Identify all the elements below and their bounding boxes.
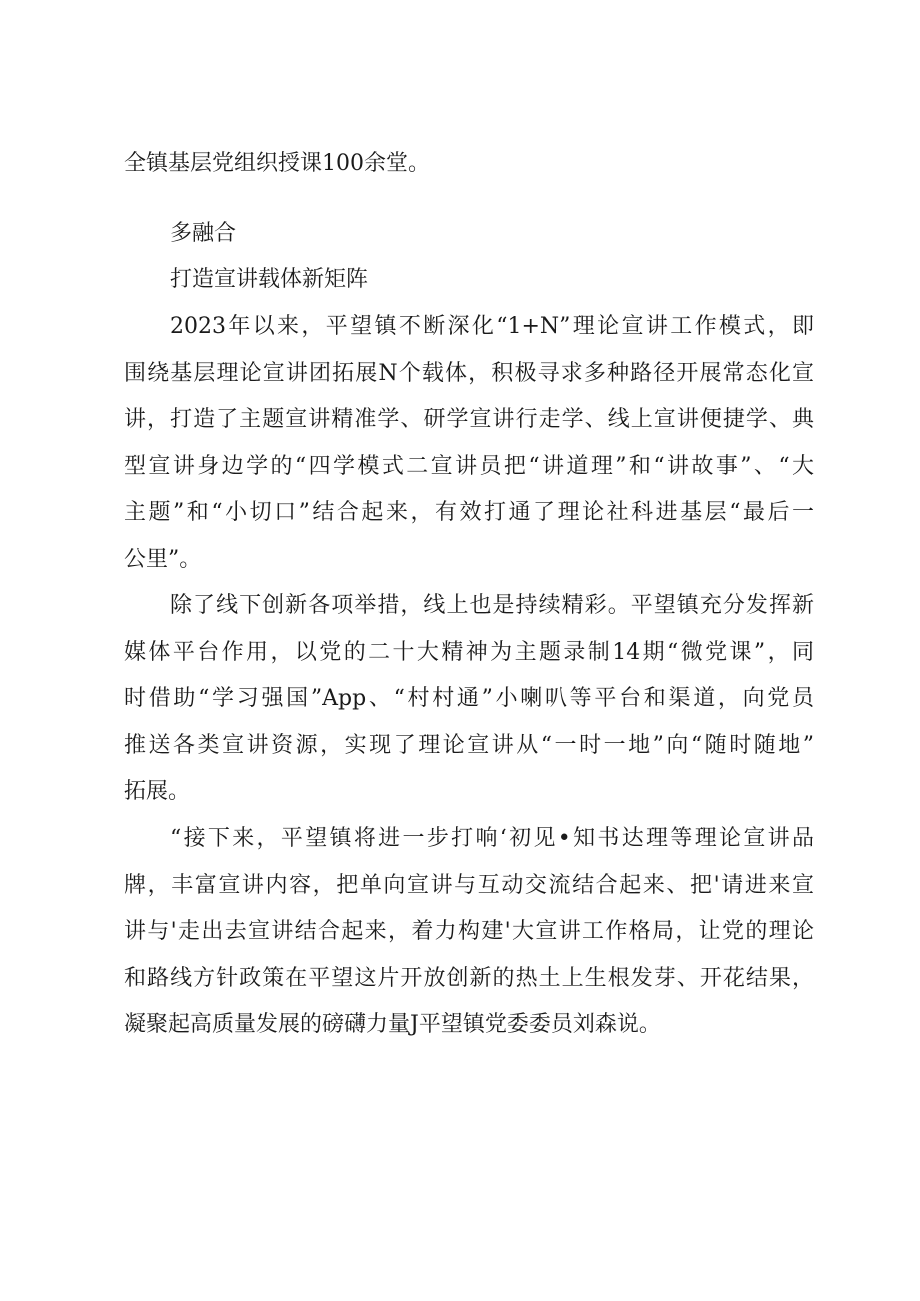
section-subheading [124,257,814,304]
text-line: 2023年以来，平望镇不断深化“1+N”理论宣讲工作模式，即 [170,314,814,339]
text-line: 全镇基层党组织授课100余堂。 [124,151,430,176]
paragraph-intro-end [124,141,814,188]
heading-line: 多融合 [170,221,237,246]
paragraph-quote [124,816,814,1049]
text-line: 拓展。 [124,779,191,804]
text-line: 牌，丰富宣讲内容，把单向宣讲与互动交流结合起来、把'请进来宣 [124,872,814,898]
paragraph-model [124,304,814,583]
text-line: 时借助“学习强国”App、“村村通”小喇叭等平台和渠道，向党员 [124,686,814,711]
text-line: 推送各类宣讲资源，实现了理论宣讲从“一时一地”向“随时随地” [124,732,814,758]
text-line: 讲，打造了主题宣讲精准学、研学宣讲行走学、线上宣讲便捷学、典 [124,407,814,432]
text-line: 讲与'走出去宣讲结合起来，着力构建'大宣讲工作格局，让党的理论 [124,919,814,944]
paragraph-online [124,583,814,816]
section-heading [124,211,814,258]
text-line: 型宣讲身边学的“四学模式二宣讲员把“讲道理”和“讲故事”、“大 [124,453,814,479]
text-line: 媒体平台作用，以党的二十大精神为主题录制14期“微党课”，同 [124,639,814,665]
text-line: 凝聚起高质量发展的磅礴力量J平望镇党委委员刘森说。 [124,1012,661,1037]
subheading-line: 打造宣讲载体新矩阵 [170,267,369,292]
text-line: 和路线方针政策在平望这片开放创新的热土上生根发芽、开花结果， [124,965,814,991]
text-line: 主题”和“小切口”结合起来，有效打通了理论社科进基层“最后一 [124,500,814,525]
text-line: “接下来，平望镇将进一步打响‘初见•知书达理等理论宣讲品 [170,826,814,851]
text-line: 公里”。 [124,546,202,572]
text-line: 围绕基层理论宣讲团拓展N个载体，积极寻求多种路径开展常态化宣 [124,360,814,386]
text-line: 除了线下创新各项举措，线上也是持续精彩。平望镇充分发挥新 [170,593,814,618]
